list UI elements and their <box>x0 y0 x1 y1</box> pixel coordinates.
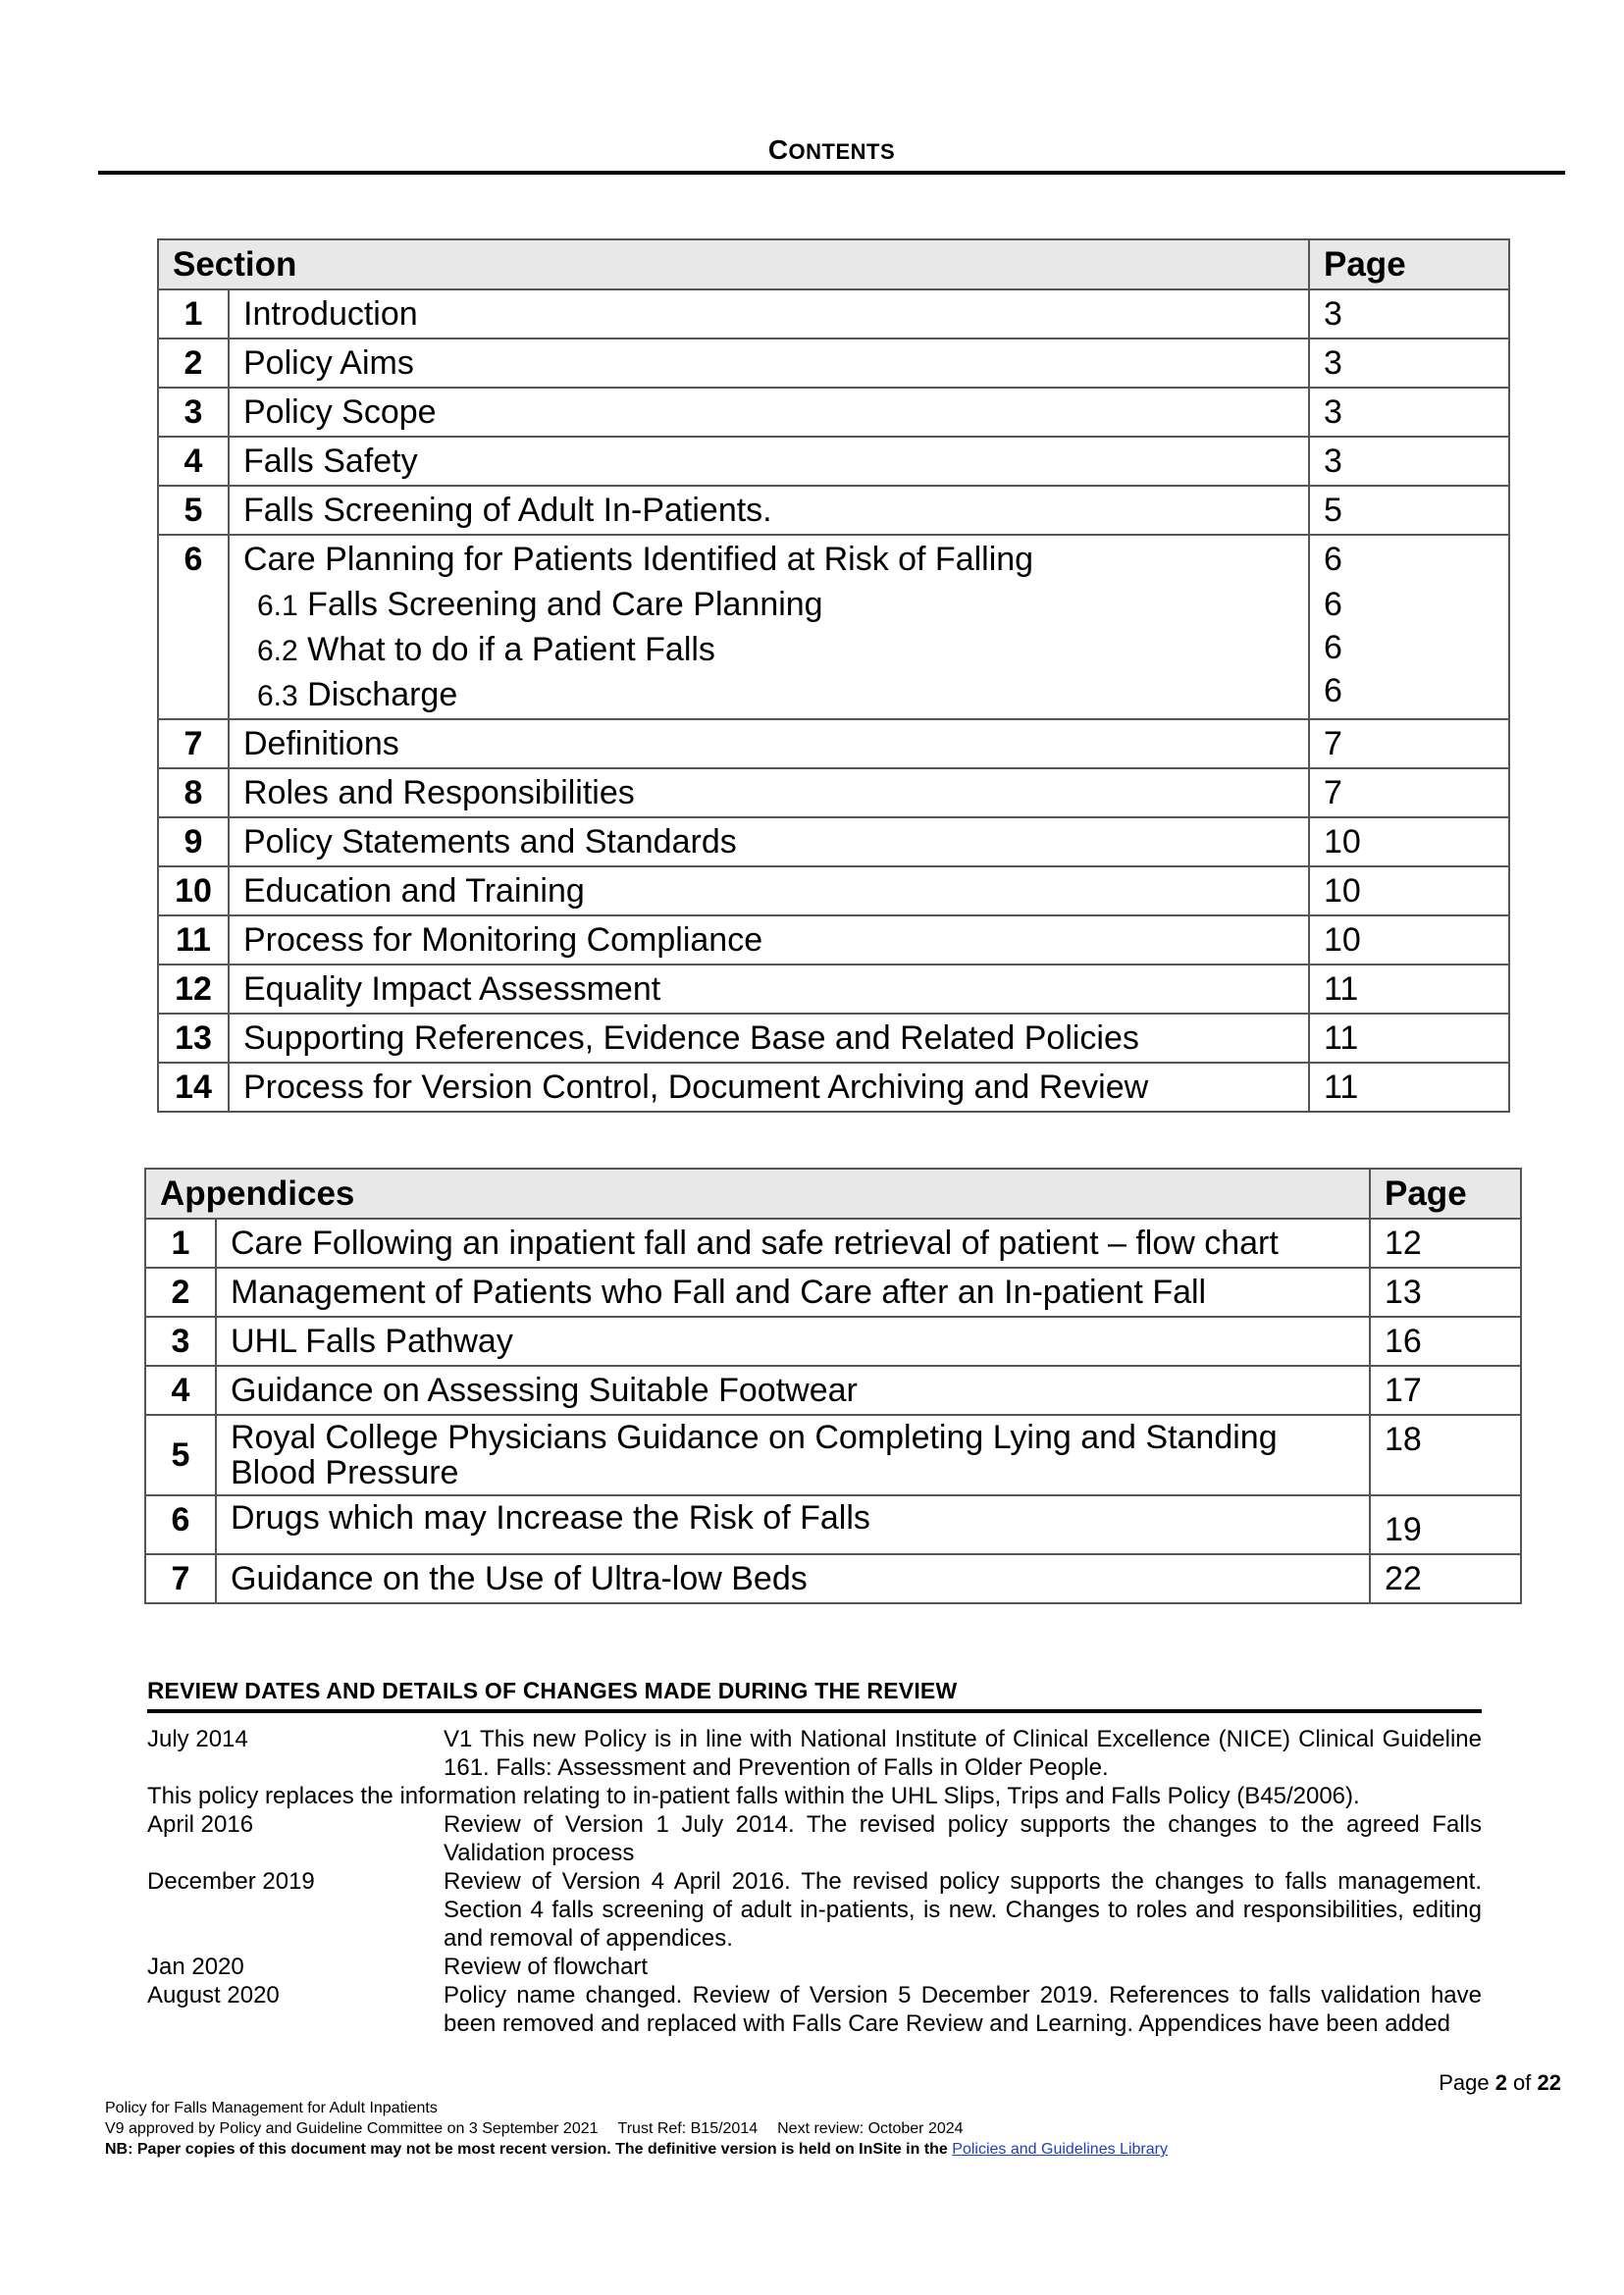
appendix-page-cell <box>1370 1495 1521 1554</box>
section-page-cell <box>1309 719 1509 768</box>
appendix-title-cell <box>216 1554 1370 1603</box>
section-header-title: Section <box>158 239 1309 289</box>
section-row[interactable] <box>158 535 1509 719</box>
section-title: Education and Training <box>243 872 585 910</box>
section-row[interactable] <box>158 965 1509 1014</box>
appendix-number: 2 <box>145 1268 216 1317</box>
section-page-cell <box>1309 965 1509 1014</box>
section-title-cell <box>229 965 1309 1014</box>
appendix-page: 12 <box>1385 1225 1422 1262</box>
section-title: Equality Impact Assessment <box>243 970 661 1008</box>
section-number: 14 <box>158 1063 229 1112</box>
section-title-cell <box>229 1014 1309 1063</box>
section-page: 7 <box>1324 725 1342 762</box>
appendix-page: 13 <box>1385 1274 1422 1311</box>
appendix-row[interactable] <box>145 1366 1521 1415</box>
section-number: 11 <box>158 915 229 965</box>
section-page: 10 <box>1324 823 1361 861</box>
section-row[interactable] <box>158 817 1509 866</box>
appendix-title: UHL Falls Pathway <box>231 1323 513 1360</box>
section-row[interactable] <box>158 437 1509 486</box>
section-page: 3 <box>1324 393 1342 431</box>
heading-rule <box>98 171 1565 175</box>
policies-library-link[interactable]: Policies and Guidelines Library <box>952 2141 1168 2158</box>
appendix-page-cell <box>1370 1317 1521 1366</box>
section-title-cell <box>229 866 1309 915</box>
section-subsection-number: 6.3 <box>257 680 298 712</box>
section-page-cell <box>1309 915 1509 965</box>
section-number: 13 <box>158 1014 229 1063</box>
section-page-cell <box>1309 866 1509 915</box>
section-row[interactable] <box>158 1014 1509 1063</box>
section-title-cell <box>229 1063 1309 1112</box>
appendix-number: 6 <box>145 1495 216 1554</box>
appendix-title-cell <box>216 1317 1370 1366</box>
review-entry <box>147 1867 1482 1953</box>
section-page: 10 <box>1324 921 1361 959</box>
review-date: December 2019 <box>147 1868 315 1895</box>
section-number: 7 <box>158 719 229 768</box>
section-number: 2 <box>158 339 229 388</box>
section-number: 10 <box>158 866 229 915</box>
section-page-cell <box>1309 768 1509 817</box>
appendix-page: 17 <box>1385 1372 1422 1409</box>
section-page-cell <box>1309 1014 1509 1063</box>
section-number: 12 <box>158 965 229 1014</box>
section-subsection[interactable] <box>243 673 1294 718</box>
review-date: April 2016 <box>147 1811 254 1838</box>
review-date: Jan 2020 <box>147 1954 244 1980</box>
section-title: Process for Monitoring Compliance <box>243 921 763 959</box>
review-description: Policy name changed. Review of Version 5 December 2019. References to falls validation have been removed and replaced with Falls Care Review and Learning. Appendices have been added <box>444 1982 1482 2037</box>
section-page: 7 <box>1324 774 1342 811</box>
section-number: 4 <box>158 437 229 486</box>
section-subsection-page: 6 <box>1324 586 1342 623</box>
section-title: Introduction <box>243 295 418 333</box>
section-title: Supporting References, Evidence Base and Related Policies <box>243 1019 1139 1057</box>
section-number: 8 <box>158 768 229 817</box>
appendix-title: Management of Patients who Fall and Care after an In-patient Fall <box>231 1274 1207 1311</box>
section-row[interactable] <box>158 388 1509 437</box>
appendix-title: Care Following an inpatient fall and safe retrieval of patient – flow chart <box>231 1225 1279 1262</box>
review-description: V1 This new Policy is in line with National Institute of Clinical Excellence (NICE) Clinical Guideline 161. Falls: Assessment and Prevention of Falls in Older People. <box>444 1726 1482 1781</box>
appendix-header-row <box>145 1169 1521 1219</box>
appendix-number: 4 <box>145 1366 216 1415</box>
section-header-row <box>158 239 1509 289</box>
appendix-number: 1 <box>145 1219 216 1268</box>
section-title-cell <box>229 388 1309 437</box>
appendix-row[interactable] <box>145 1317 1521 1366</box>
section-page-cell <box>1309 437 1509 486</box>
review-entry <box>147 1981 1482 2038</box>
section-page: 11 <box>1324 1069 1359 1106</box>
appendix-title: Drugs which may Increase the Risk of Falls <box>231 1499 870 1537</box>
appendix-title: Guidance on the Use of Ultra-low Beds <box>231 1560 808 1597</box>
appendix-title-cell <box>216 1219 1370 1268</box>
appendix-page-cell <box>1370 1415 1521 1495</box>
section-subsection[interactable] <box>243 628 1294 673</box>
section-row[interactable] <box>158 915 1509 965</box>
review-note: This policy replaces the information relating to in-patient falls within the UHL Slips, Trips and Falls Policy (B45/2006). <box>147 1783 1360 1809</box>
section-title-cell <box>229 339 1309 388</box>
appendix-header-title: Appendices <box>145 1169 1370 1219</box>
sections-table <box>157 238 1510 1113</box>
section-title-cell <box>229 719 1309 768</box>
section-subsection-title: Discharge <box>307 676 458 713</box>
review-list <box>147 1725 1482 2038</box>
review-entry <box>147 1953 1482 1981</box>
section-title-cell <box>229 768 1309 817</box>
section-title-cell <box>229 535 1309 719</box>
section-page: 5 <box>1324 492 1342 529</box>
page-number: Page 2 of 22 <box>1439 2070 1561 2095</box>
section-row[interactable] <box>158 289 1509 339</box>
section-title: Care Planning for Patients Identified at Risk of Falling <box>243 541 1034 578</box>
section-subsection[interactable] <box>243 583 1294 628</box>
section-title-cell <box>229 486 1309 535</box>
appendix-row[interactable] <box>145 1554 1521 1603</box>
appendix-title: Guidance on Assessing Suitable Footwear <box>231 1372 858 1409</box>
section-page: 11 <box>1324 970 1359 1008</box>
section-title-cell <box>229 915 1309 965</box>
section-row[interactable] <box>158 1063 1509 1112</box>
section-page-cell <box>1309 486 1509 535</box>
section-number: 5 <box>158 486 229 535</box>
section-title: Falls Safety <box>243 443 418 480</box>
section-page-cell <box>1309 817 1509 866</box>
appendix-title-cell <box>216 1366 1370 1415</box>
appendix-page-cell <box>1370 1366 1521 1415</box>
section-title: Process for Version Control, Document Archiving and Review <box>243 1069 1149 1106</box>
appendix-number: 5 <box>145 1415 216 1495</box>
section-page-cell <box>1309 388 1509 437</box>
section-title-cell <box>229 817 1309 866</box>
section-page: 11 <box>1324 1019 1359 1057</box>
appendix-page: 19 <box>1385 1511 1422 1548</box>
review-section-title: REVIEW DATES AND DETAILS OF CHANGES MADE DURING THE REVIEW <box>147 1678 958 1704</box>
appendix-number: 3 <box>145 1317 216 1366</box>
section-subsection-page: 6 <box>1324 672 1342 709</box>
section-subsection-number: 6.1 <box>257 590 298 622</box>
section-title: Roles and Responsibilities <box>243 774 635 811</box>
section-subsection-page: 6 <box>1324 629 1342 666</box>
section-title: Definitions <box>243 725 399 762</box>
appendix-page-cell <box>1370 1219 1521 1268</box>
section-header-page: Page <box>1309 239 1509 289</box>
section-title: Policy Statements and Standards <box>243 823 737 861</box>
section-subsection-number: 6.2 <box>257 635 298 667</box>
section-row[interactable] <box>158 768 1509 817</box>
appendix-title: Royal College Physicians Guidance on Completing Lying and Standing Blood Pressure <box>231 1419 1278 1491</box>
section-subsection-title: What to do if a Patient Falls <box>307 631 715 668</box>
section-page-cell <box>1309 535 1509 719</box>
footer-approval-line: V9 approved by Policy and Guideline Committee on 3 September 2021 Trust Ref: B15/2014 Next review: October 2024 <box>105 2120 964 2137</box>
section-row[interactable] <box>158 339 1509 388</box>
appendix-page-cell <box>1370 1554 1521 1603</box>
contents-heading: CONTENTS <box>767 134 896 165</box>
footer-policy-name: Policy for Falls Management for Adult Inpatients <box>105 2100 438 2116</box>
section-number: 1 <box>158 289 229 339</box>
review-description: Review of flowchart <box>444 1954 649 1980</box>
section-page: 3 <box>1324 344 1342 382</box>
section-title: Falls Screening of Adult In-Patients. <box>243 492 772 529</box>
section-number: 3 <box>158 388 229 437</box>
section-page-cell <box>1309 289 1509 339</box>
section-row[interactable] <box>158 866 1509 915</box>
review-date: August 2020 <box>147 1982 280 2008</box>
section-page-cell <box>1309 1063 1509 1112</box>
appendix-header-page: Page <box>1370 1169 1521 1219</box>
section-row[interactable] <box>158 486 1509 535</box>
footer <box>105 2098 1168 2160</box>
review-description: Review of Version 4 April 2016. The revised policy supports the changes to falls management. Section 4 falls screening of adult in-patients, is new. Changes to roles and responsibilities, editing and removal of appendices. <box>444 1868 1482 1952</box>
appendix-title-cell <box>216 1268 1370 1317</box>
review-rule <box>147 1709 1482 1713</box>
appendices-table <box>144 1168 1522 1604</box>
section-page: 3 <box>1324 295 1342 333</box>
section-page: 6 <box>1324 541 1342 578</box>
appendix-number: 7 <box>145 1554 216 1603</box>
section-row[interactable] <box>158 719 1509 768</box>
review-entry <box>147 1725 1482 1782</box>
section-page: 3 <box>1324 443 1342 480</box>
appendix-page: 18 <box>1385 1421 1422 1458</box>
section-title-cell <box>229 289 1309 339</box>
appendix-page: 16 <box>1385 1323 1422 1360</box>
section-title: Policy Aims <box>243 344 414 382</box>
footer-nb-notice: NB: Paper copies of this document may not be most recent version. The definitive version is held on InSite in the Policies and Guidelines Library <box>105 2141 1168 2158</box>
appendix-row[interactable] <box>145 1268 1521 1317</box>
review-date: July 2014 <box>147 1726 248 1752</box>
review-entry <box>147 1810 1482 1867</box>
section-number: 9 <box>158 817 229 866</box>
appendix-page-cell <box>1370 1268 1521 1317</box>
section-title-cell <box>229 437 1309 486</box>
appendix-row[interactable] <box>145 1415 1521 1495</box>
appendix-title-cell <box>216 1495 1370 1554</box>
section-subsection-title: Falls Screening and Care Planning <box>307 586 823 623</box>
section-page: 10 <box>1324 872 1361 910</box>
section-title: Policy Scope <box>243 393 437 431</box>
appendix-title-cell <box>216 1415 1370 1495</box>
review-description: Review of Version 1 July 2014. The revised policy supports the changes to the agreed Falls Validation process <box>444 1811 1482 1866</box>
appendix-row[interactable] <box>145 1495 1521 1554</box>
section-page-cell <box>1309 339 1509 388</box>
appendix-page: 22 <box>1385 1560 1422 1597</box>
section-number: 6 <box>158 535 229 719</box>
appendix-row[interactable] <box>145 1219 1521 1268</box>
